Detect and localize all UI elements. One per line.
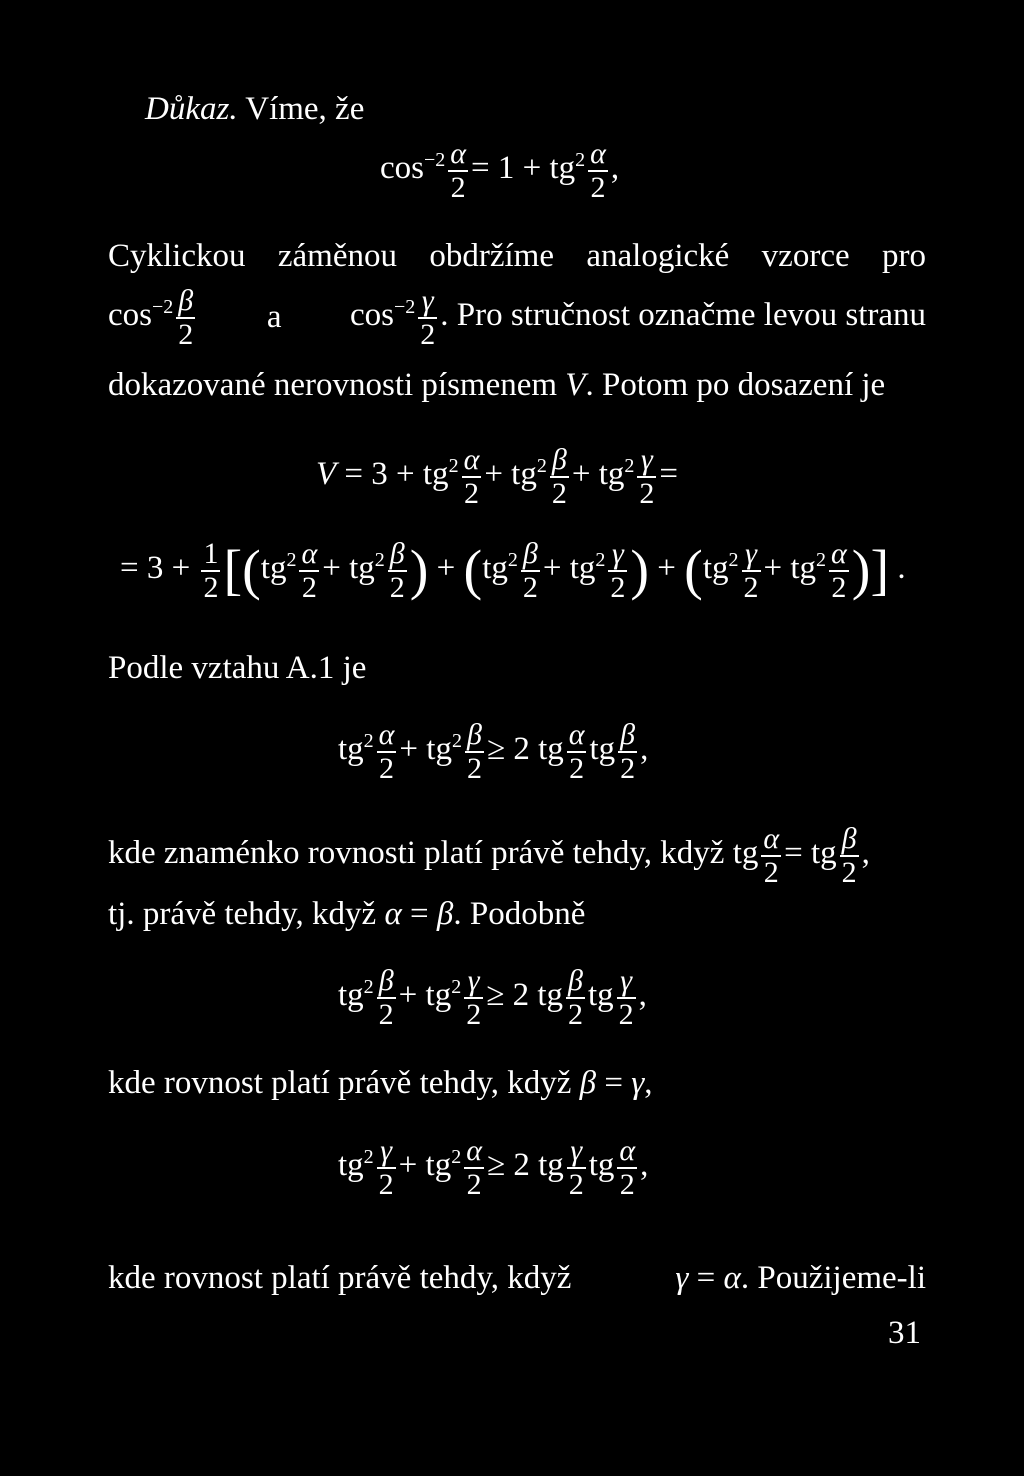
para1-line3-b: . Potom po dosazení je: [585, 367, 886, 403]
para4-text: kde rovnost platí právě tehdy, když: [108, 1065, 572, 1101]
equation-cos-identity: $\cos^{-2}$ $\frac{\alpha}{2}$ = $1 + tg^2$ $\frac{\alpha}{2}$ ,: [380, 137, 620, 204]
para1-line2: $\cos^{-2}$ $\frac{\beta}{2}$ a $\cos^{-2}$ $\frac{\gamma}{2}$ . Pro stručnost označme levou stranu: [108, 284, 926, 351]
para5-text-a: kde rovnost platí právě tehdy, když: [108, 1260, 572, 1296]
symbol-V: V: [565, 367, 586, 403]
para3-line1-text: kde znaménko rovnosti platí právě tehdy, když: [108, 835, 725, 872]
proof-intro-text: Víme, že: [245, 91, 365, 127]
para3-line2-a: tj. právě tehdy, když: [108, 896, 377, 932]
para3-line2-b: . Podobně: [453, 896, 586, 932]
para4: kde rovnost platí právě tehdy, když β = γ,: [108, 1065, 653, 1101]
para5-text-b: . Použijeme-li: [740, 1260, 926, 1296]
para1-line2-rest: . Pro stručnost označme levou stranu: [440, 297, 926, 334]
equation-ineq-beta-gamma: $tg^2$ $\frac{\beta}{2}$ + $tg^2$ $\frac{\gamma}{2}$ ≥ 2 tg $\frac{\beta}{2}$ tg $\frac{\gamma}{2}$ ,: [338, 964, 647, 1031]
para1-conj: a: [266, 299, 282, 335]
equation-V-expansion: $V = 3 + tg^2$ $\frac{\alpha}{2}$ + $tg^2$ $\frac{\beta}{2}$ + $tg^2$ $\frac{\gamma}{2}$ =: [316, 443, 678, 510]
equation-ineq-gamma-alpha: $tg^2$ $\frac{\gamma}{2}$ + $tg^2$ $\frac{\alpha}{2}$ ≥ 2 tg $\frac{\gamma}{2}$ tg $\frac{\alpha}{2}$ ,: [338, 1134, 649, 1201]
page-number: 31: [888, 1315, 921, 1351]
para1-line3-a: dokazované nerovnosti písmenem: [108, 367, 558, 403]
proof-label: Důkaz.: [145, 91, 238, 127]
equation-ineq-alpha-beta: $tg^2$ $\frac{\alpha}{2}$ + $tg^2$ $\frac{\beta}{2}$ ≥ 2 tg $\frac{\alpha}{2}$ tg $\frac{\beta}{2}$ ,: [338, 718, 649, 785]
eq1-punct: ,: [610, 150, 620, 187]
proof-intro-line: [145, 93, 364, 126]
para1-line3: [108, 369, 885, 402]
para5: kde rovnost platí právě tehdy, když γ = α. Použijeme-li: [108, 1260, 926, 1296]
para1-line1: Cyklickou záměnou obdržíme analogické vzorce pro: [108, 238, 926, 274]
para3-line2: tj. právě tehdy, když α = β. Podobně: [108, 896, 586, 932]
para2: Podle vztahu A.1 je: [108, 650, 367, 686]
equation-V-grouped: = 3 + $\frac{1}{2}$ [($tg^2$ $\frac{\alpha}{2}$ + $tg^2$ $\frac{\beta}{2}$ ) + ($tg^2$ $\frac{\beta}{2}$ + $tg^2$ $\frac{\gamma}{2}$ ) + ($tg^2$ $\frac{\gamma}{2}$ + $tg^2$ $\frac{\alpha}{2}$ )] .: [120, 537, 906, 604]
para3-line1: kde znaménko rovnosti platí právě tehdy, když tg $\frac{\alpha}{2}$ = tg $\frac{\beta}{2}$ ,: [108, 822, 870, 889]
